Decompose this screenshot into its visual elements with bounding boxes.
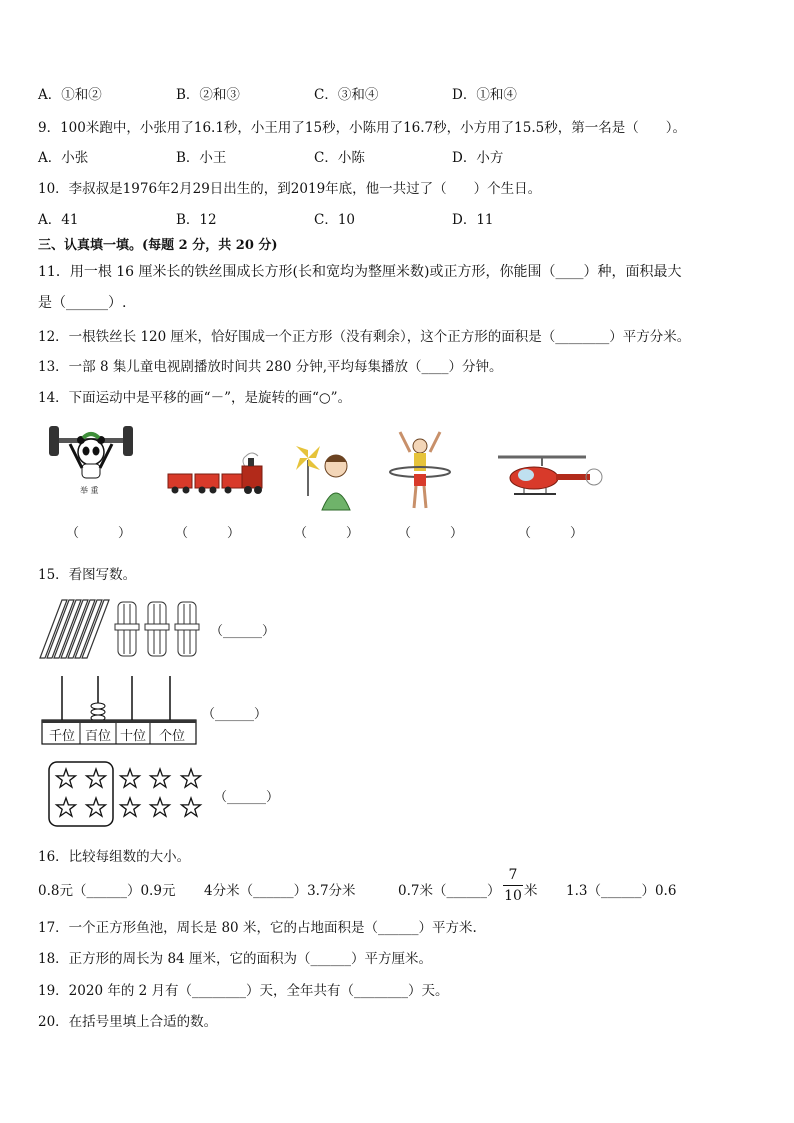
q16-item-3[interactable] (398, 879, 500, 899)
q15-blank-sticks[interactable]: （______） (210, 624, 276, 639)
q9-text: 9．100米跑中，小张用了16.1秒，小王用了15秒，小陈用了16.7秒，小方用了15.5秒，第一名是（ ）。 (38, 120, 686, 136)
q19-text: 19．2020 年的 2 月有（________）天，全年共有（________）天。 (38, 983, 449, 999)
q14-answer-5[interactable]: （ ） (518, 526, 584, 541)
q20-text: 20．在括号里填上合适的数。 (38, 1014, 218, 1030)
stars-image (46, 760, 212, 828)
abacus-label-tens: 十位 (119, 729, 146, 744)
q12-text: 12．一根铁丝长 120 厘米，恰好围成一个正方形（没有剩余），这个正方形的面积是（________）平方分米。 (38, 329, 691, 345)
counting-sticks-image (38, 596, 208, 662)
q11-line2: 是（______）. (38, 295, 127, 311)
q14-answer-1[interactable]: （ ） (66, 526, 132, 541)
q10-option-c[interactable]: C．10 (314, 212, 356, 228)
weightlift-caption: 举 重 (80, 486, 99, 495)
q16-item-3-unit: 米 (524, 883, 538, 899)
q9-option-b[interactable]: B．小王 (176, 150, 227, 166)
fraction-numerator: 7 (508, 867, 518, 883)
q16-item-1[interactable]: 0.8元（______）0.9元 (38, 883, 176, 899)
fraction-bar (503, 885, 523, 886)
q8-option-c[interactable]: C．③和④ (314, 87, 379, 103)
q13-text: 13．一部 8 集儿童电视剧播放时间共 280 分钟,平均每集播放（____）分钟。 (38, 359, 503, 375)
q9-option-a[interactable]: A．小张 (38, 150, 89, 166)
q16-fraction (503, 866, 523, 905)
q10-option-d[interactable]: D．11 (452, 212, 494, 228)
q14-answer-4[interactable]: （ ） (398, 526, 464, 541)
q9-option-c[interactable]: C．小陈 (314, 150, 365, 166)
q9-option-d[interactable]: D．小方 (452, 150, 504, 166)
q10-text: 10．李叔叔是1976年2月29日出生的，到2019年底，他一共过了（ ）个生日。 (38, 181, 542, 197)
q8-option-a[interactable]: A．①和② (38, 87, 102, 103)
section-heading: 三、认真填一填。(每题 2 分，共 20 分) (38, 238, 278, 253)
q15-text: 15．看图写数。 (38, 567, 137, 583)
q16-item-2[interactable]: 4分米（______）3.7分米 (204, 883, 356, 899)
abacus-image (40, 674, 200, 746)
q16-text: 16．比较每组数的大小。 (38, 849, 191, 865)
q10-option-b[interactable]: B．12 (176, 212, 217, 228)
q14-text: 14．下面运动中是平移的画“－”，是旋转的画“○”。 (38, 390, 352, 406)
q18-text: 18．正方形的周长为 84 厘米，它的面积为（______）平方厘米。 (38, 951, 432, 967)
q14-answer-3[interactable]: （ ） (294, 526, 360, 541)
q8-option-d[interactable]: D．①和④ (452, 87, 517, 103)
q11-line1: 11．用一根 16 厘米长的铁丝围成长方形(长和宽均为整厘米数)或正方形，你能围（____）种，面积最大 (38, 264, 682, 280)
hula-hoop-girl-image (388, 430, 454, 512)
q8-option-b[interactable]: B．②和③ (176, 87, 240, 103)
q15-blank-stars[interactable]: （______） (214, 790, 280, 805)
fraction-denominator: 10 (504, 888, 522, 904)
q14-answer-2[interactable]: （ ） (175, 526, 241, 541)
q15-blank-abacus[interactable]: （______） (202, 707, 268, 722)
pinwheel-boy-image (292, 436, 360, 514)
abacus-label-thousands: 千位 (48, 729, 75, 744)
toy-train-image (166, 450, 266, 495)
abacus-label-ones: 个位 (158, 729, 185, 744)
helicopter-image (494, 452, 606, 498)
q16-item-3-left: 0.7米（______） (398, 883, 501, 899)
weightlifting-panda-image (46, 422, 136, 497)
q10-option-a[interactable]: A．41 (38, 212, 79, 228)
q17-text: 17．一个正方形鱼池，周长是 80 米，它的占地面积是（______）平方米. (38, 920, 477, 936)
q16-item-4[interactable]: 1.3（______）0.6 (566, 883, 677, 899)
abacus-label-hundreds: 百位 (84, 729, 111, 744)
